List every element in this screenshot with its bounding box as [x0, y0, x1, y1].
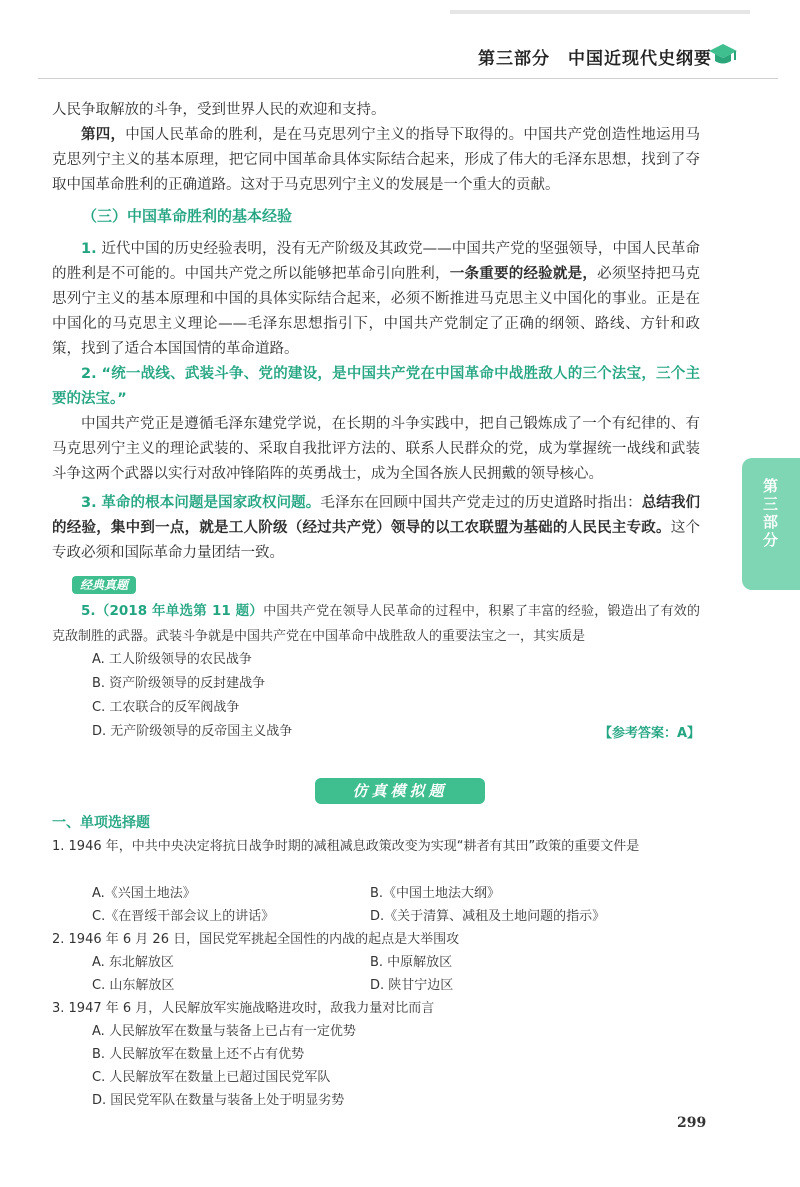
item-3-rest: 这个专政必须和国际革命力量团结一致。 — [52, 520, 700, 561]
sim-q3-option-b: B. 人民解放军在数量上还不占有优势 — [92, 1047, 305, 1062]
sim-question-3: 3. 1947 年 6 月，人民解放军实施战略进攻时，敌我力量对比而言 — [52, 1001, 435, 1016]
exam-answer: 【参考答案：A】 — [598, 726, 700, 741]
sim-q2-option-c: C. 山东解放区 — [92, 978, 175, 993]
item-3-bold: 总结我们的经验，集中到一点，就是工人阶级（经过共产党）领导的以工农联盟为基础的人民民主专政。 — [52, 495, 701, 536]
sim-q1-option-c: C.《在晋绥干部会议上的讲话》 — [92, 909, 275, 924]
page-number: 299 — [677, 1115, 707, 1131]
simulation-title: 仿真模拟题 — [315, 778, 485, 804]
item-1-bold: 一条重要的经验就是， — [449, 266, 598, 282]
item-3-green: 革命的根本问题是国家政权问题。 — [101, 495, 321, 511]
exam-option-a: A. 工人阶级领导的农民战争 — [92, 652, 252, 667]
paragraph-fourth-body: 中国人民革命的胜利，是在马克思列宁主义的指导下取得的。中国共产党创造性地运用马克思列宁主义的基本原理，把它同中国革命具体实际结合起来，形成了伟大的毛泽东思想，找到了夺取中国革命胜利的正确道路。这对于马克思列宁主义的发展是一个重大的贡献。 — [52, 127, 700, 193]
sim-question-1: 1. 1946 年，中共中央决定将抗日战争时期的减租减息政策改变为实现“耕者有其田”政策的重要文件是 — [52, 839, 640, 854]
sim-question-2: 2. 1946 年 6 月 26 日，国民党军挑起全国性的内战的起点是大举围攻 — [52, 932, 460, 947]
item-2-quote: “统一战线、武装斗争、党的建设，是中国共产党在中国革命中战胜敌人的三个法宝，三个主要的法宝。” — [52, 366, 701, 407]
sim-q1-option-d: D.《关于清算、减租及土地问题的指示》 — [370, 909, 606, 924]
item-1-rest: 必须坚持把马克思列宁主义的基本原理和中国的具体实际结合起来，必须不断推进马克思主义中国化的事业。正是在中国化的马克思主义理论——毛泽东思想指引下，中国共产党制定了正确的纲领、路线、方针和政策，找到了适合本国国情的革命道路。 — [52, 266, 701, 357]
exam-question-number: 5. — [81, 603, 96, 619]
sim-q1-option-a: A.《兴国土地法》 — [92, 886, 196, 901]
experience-item-2-body: 中国共产党正是遵循毛泽东建党学说，在长期的斗争实践中，把自己锻炼成了一个有纪律的、有马克思列宁主义的理论武装的、采取自我批评方法的、联系人民群众的党，成为掌握统一战线和武装斗争这两个武器以实行对敌冲锋陷阵的英勇战士，成为全国各族人民拥戴的领导核心。 — [52, 416, 700, 482]
exam-question — [52, 599, 700, 649]
sim-q2-option-d: D. 陕甘宁边区 — [370, 978, 454, 993]
paragraph-fourth — [52, 123, 700, 198]
side-section-tab — [742, 458, 800, 590]
sim-q1-option-b: B.《中国土地法大纲》 — [370, 886, 501, 901]
exam-option-b: B. 资产阶级领导的反封建战争 — [92, 676, 266, 691]
side-section-tab-label: 第三部分 — [761, 478, 779, 550]
simulation-section-heading: 一、单项选择题 — [52, 815, 150, 831]
item-3-number: 3. — [81, 495, 97, 511]
item-2-number: 2. — [81, 366, 97, 382]
top-strip-decoration — [450, 6, 770, 20]
item-1-number: 1. — [81, 241, 97, 257]
paragraph-fourth-lead: 第四， — [81, 127, 126, 143]
page-header-title: 第三部分 中国近现代史纲要 — [478, 49, 712, 69]
section-heading-experience: （三）中国革命胜利的基本经验 — [82, 207, 293, 225]
experience-item-3 — [52, 491, 700, 566]
exam-option-c: C. 工农联合的反军阀战争 — [92, 700, 240, 715]
paragraph-intro: 人民争取解放的斗争，受到世界人民的欢迎和支持。 — [52, 102, 386, 118]
graduation-cap-icon — [708, 42, 738, 68]
experience-item-1 — [52, 237, 700, 362]
experience-item-2 — [52, 362, 700, 412]
sim-q2-option-a: A. 东北解放区 — [92, 955, 174, 970]
sim-q3-option-a: A. 人民解放军在数量与装备上已占有一定优势 — [92, 1024, 356, 1039]
item-3-mid: 毛泽东在回顾中国共产党走过的历史道路时指出： — [320, 495, 642, 511]
exam-badge-wrap — [72, 574, 136, 593]
sim-q2-option-b: B. 中原解放区 — [370, 955, 453, 970]
item-1-text: 近代中国的历史经验表明，没有无产阶级及其政党——中国共产党的坚强领导，中国人民革命的胜利是不可能的。中国共产党之所以能够把革命引向胜利， — [52, 241, 700, 282]
sim-q3-option-c: C. 人民解放军在数量上已超过国民党军队 — [92, 1070, 331, 1085]
exam-badge: 经典真题 — [72, 576, 136, 594]
sim-q3-option-d: D. 国民党军队在数量与装备上处于明显劣势 — [92, 1093, 345, 1108]
exam-option-d: D. 无产阶级领导的反帝国主义战争 — [92, 724, 293, 739]
header-divider — [38, 78, 778, 79]
exam-question-text: 中国共产党在领导人民革命的过程中，积累了丰富的经验，锻造出了有效的克敌制胜的武器。武装斗争就是中国共产党在中国革命中战胜敌人的重要法宝之一，其实质是 — [52, 604, 700, 644]
exam-question-tag: （2018 年单选第 11 题） — [95, 603, 264, 619]
